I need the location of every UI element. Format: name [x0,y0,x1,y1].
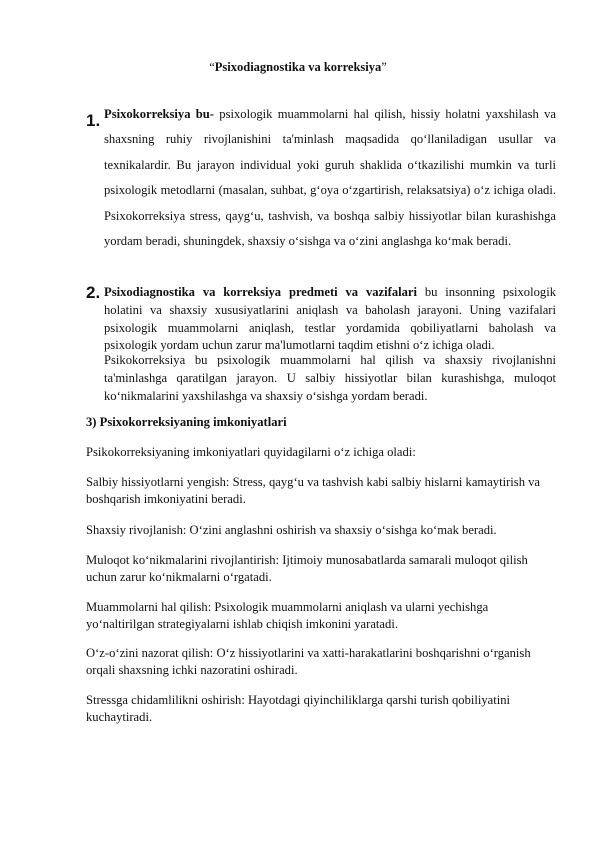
list-item: Muloqot ko‘nikmalarini rivojlantirish: Ijtimoiy munosabatlarda samarali muloqot qilish uchun zarur ko‘nikmalarni o‘rgatadi. [86,553,528,585]
section-1-number: 1. [86,111,101,130]
section-2-text: bu insonning psixologik holatini va shaxsiy xususiyatlarini aniqlash va baholash jarayoni. Uning vazifalari psixologik muammolarni aniqlash, testlar yordamida qobiliyatlarni baholash va psixologik yordam uchun zarur ma'lumotlarni taqdim etishni o‘z ichiga oladi. [104,285,556,353]
title-quote-close: ” [381,60,387,74]
list-item: Salbiy hissiyotlarni yengish: Stress, qayg‘u va tashvish kabi salbiy hislarni kamaytirish va boshqarish imkoniyatini beradi. [86,475,541,507]
section-1-paragraph [104,102,556,254]
section-2-paragraph-2: Psikokorreksiya bu psixologik muammolarni hal qilish va shaxsiy rivojlanishni ta'minlashga qaratilgan jarayon. U salbiy hissiyotlar bilan kurashishga, muloqot ko‘nikmalarini yaxshilashga va shaxsiy o‘sishga yordam beradi. [104,353,556,403]
section-2-paragraph [104,284,556,355]
list-item: Stressga chidamlilikni oshirish: Hayotdagi qiyinchiliklarga qarshi turish qobiliyatini kuchaytiradi. [86,693,511,725]
title-quote-open: “ [209,60,215,74]
document-title [0,60,596,75]
section-1-text: psixologik muammolarni hal qilish, hissiy holatni yaxshilash va shaxsning ruhiy rivojlanishini ta'minlash maqsadida qo‘llaniladigan usullar va texnikalardir. Bu jarayon individual yoki guruh shaklida o‘tkazilishi mumkin va turli psixologik metodlarni (masalan, suhbat, g‘oya o‘zgartirish, relaksatsiya) o‘z ichiga oladi. Psixokorreksiya stress, qayg‘u, tashvish, va boshqa salbiy hissiyotlar bilan kurashishga yordam beradi, shuningdek, shaxsiy o‘sishga va o‘zini anglashga ko‘mak beradi. [104,107,556,249]
title-text: Psixodiagnostika va korreksiya [214,60,382,74]
section-2-heading: Psixodiagnostika va korreksiya predmeti va vazifalari [104,285,418,299]
list-item: O‘z-o‘zini nazorat qilish: O‘z hissiyotlarini va xatti-harakatlarini boshqarishni o‘rganish orqali shaxsning ichki nazoratini oshiradi. [86,646,531,678]
list-item: Shaxsiy rivojlanish: O‘zini anglashni oshirish va shaxsiy o‘sishga ko‘mak beradi. [86,523,497,537]
section-2-number: 2. [86,283,101,302]
section-1-heading: Psixokorreksiya bu- [104,107,215,121]
section-3-heading: 3) Psixokorreksiyaning imkoniyatlari [86,415,287,429]
list-item: Muammolarni hal qilish: Psixologik muammolarni aniqlash va ularni yechishga yo‘naltirilgan strategiyalarni ishlab chiqish imkonini yaratadi. [86,600,489,632]
section-3-intro: Psikokorreksiyaning imkoniyatlari quyidagilarni o‘z ichiga oladi: [86,445,416,459]
